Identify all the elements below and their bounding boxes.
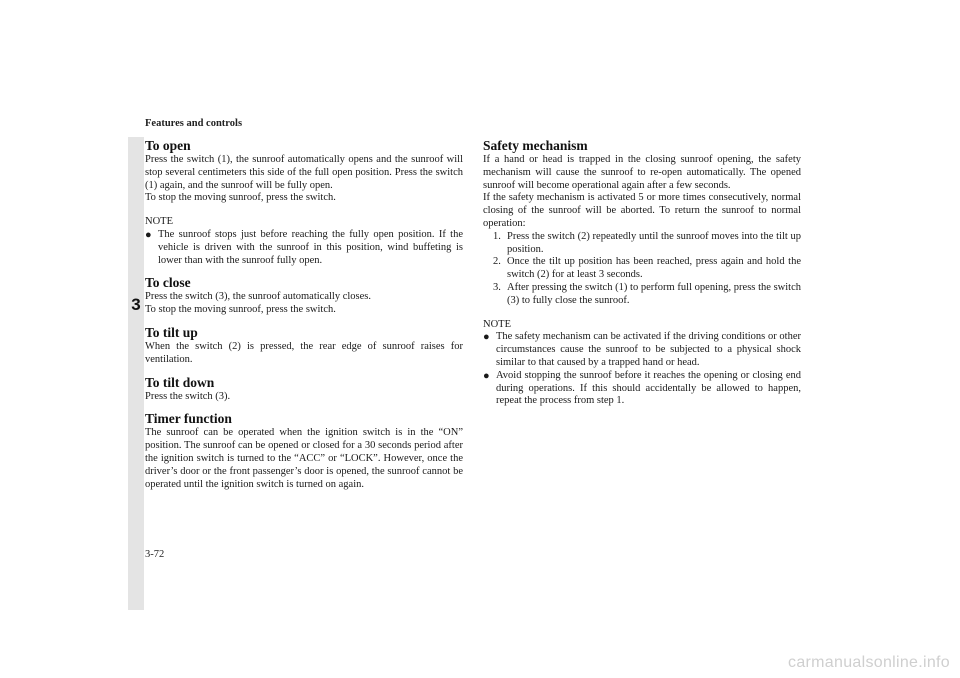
step-number: 3. xyxy=(493,281,501,293)
chapter-number: 3 xyxy=(131,295,141,314)
timer-function-text: The sunroof can be operated when the ignition switch is in the “ON” position. The sunroof can be opened or closed for a 30 seconds period after the ignition switch is turned to the “ACC” or “LOCK”. However, once the driver’s door or the front passenger’s door is opened, the sunroof cannot be operated until the ignition switch is turned on again. xyxy=(145,427,463,490)
safety-text-1: If a hand or head is trapped in the closing sunroof opening, the safety mechanism will cause the sunroof to re-open automatically. The opened sunroof will become operational again after a few seconds. xyxy=(483,154,801,191)
right-column xyxy=(483,138,801,408)
left-column xyxy=(145,138,463,491)
to-tilt-up-heading: To tilt up xyxy=(145,324,198,340)
bullet-icon: ● xyxy=(145,228,152,241)
timer-function-heading: Timer function xyxy=(145,411,232,427)
note-text: Avoid stopping the sunroof before it reaches the opening or closing end during operations. If this should accidentally be allowed to happen, repeat the process from step 1. xyxy=(496,369,801,407)
step-item xyxy=(483,256,801,282)
to-close-heading: To close xyxy=(145,275,191,291)
chapter-tab xyxy=(128,137,144,610)
to-close-text-2: To stop the moving sunroof, press the switch. xyxy=(145,304,336,316)
step-text: Press the switch (2) repeatedly until the sunroof moves into the tilt up position. xyxy=(507,230,801,255)
running-header: Features and controls xyxy=(145,118,243,129)
watermark: carmanualsonline.info xyxy=(788,654,950,671)
step-number: 2. xyxy=(493,256,501,268)
to-open-text-2: To stop the moving sunroof, press the switch. xyxy=(145,192,336,204)
bullet-icon: ● xyxy=(483,331,490,344)
note-text: The safety mechanism can be activated if the driving conditions or other circumstances cause the sunroof to be subjected to a physical shock similar to that caused by a trapped hand or head. xyxy=(496,331,801,368)
step-item xyxy=(483,282,801,308)
step-number: 1. xyxy=(493,230,501,242)
step-item xyxy=(483,231,801,257)
page-number: 3-72 xyxy=(145,549,165,560)
note-item xyxy=(145,229,463,267)
step-text: Once the tilt up position has been reached, press again and hold the switch (2) for at least 3 seconds. xyxy=(507,256,801,281)
step-text: After pressing the switch (1) to perform full opening, press the switch (3) to fully close the sunroof. xyxy=(507,281,801,306)
safety-text-2: If the safety mechanism is activated 5 or more times consecutively, normal closing of the sunroof will be aborted. To return the sunroof to normal operation: xyxy=(483,192,801,229)
bullet-icon: ● xyxy=(483,369,490,382)
to-tilt-down-text: Press the switch (3). xyxy=(145,390,231,402)
to-close-text-1: Press the switch (3), the sunroof automatically closes. xyxy=(145,291,371,303)
to-tilt-up-text: When the switch (2) is pressed, the rear edge of sunroof raises for ventilation. xyxy=(145,340,463,365)
note-item xyxy=(483,331,801,369)
to-tilt-down-heading: To tilt down xyxy=(145,374,215,390)
note-item xyxy=(483,370,801,408)
note-text: The sunroof stops just before reaching the fully open position. If the vehicle is driven with the sunroof in this position, wind buffeting is lower than with the sunroof fully open. xyxy=(158,228,463,266)
to-open-text-1: Press the switch (1), the sunroof automatically opens and the sunroof will stop several centimeters this side of the full open position. Press the switch (1) again, and the sunroof will be fully open. xyxy=(145,154,463,191)
note-label: NOTE xyxy=(483,318,511,330)
note-label: NOTE xyxy=(145,216,173,228)
to-open-heading: To open xyxy=(145,138,191,153)
safety-mechanism-heading: Safety mechanism xyxy=(483,138,588,153)
